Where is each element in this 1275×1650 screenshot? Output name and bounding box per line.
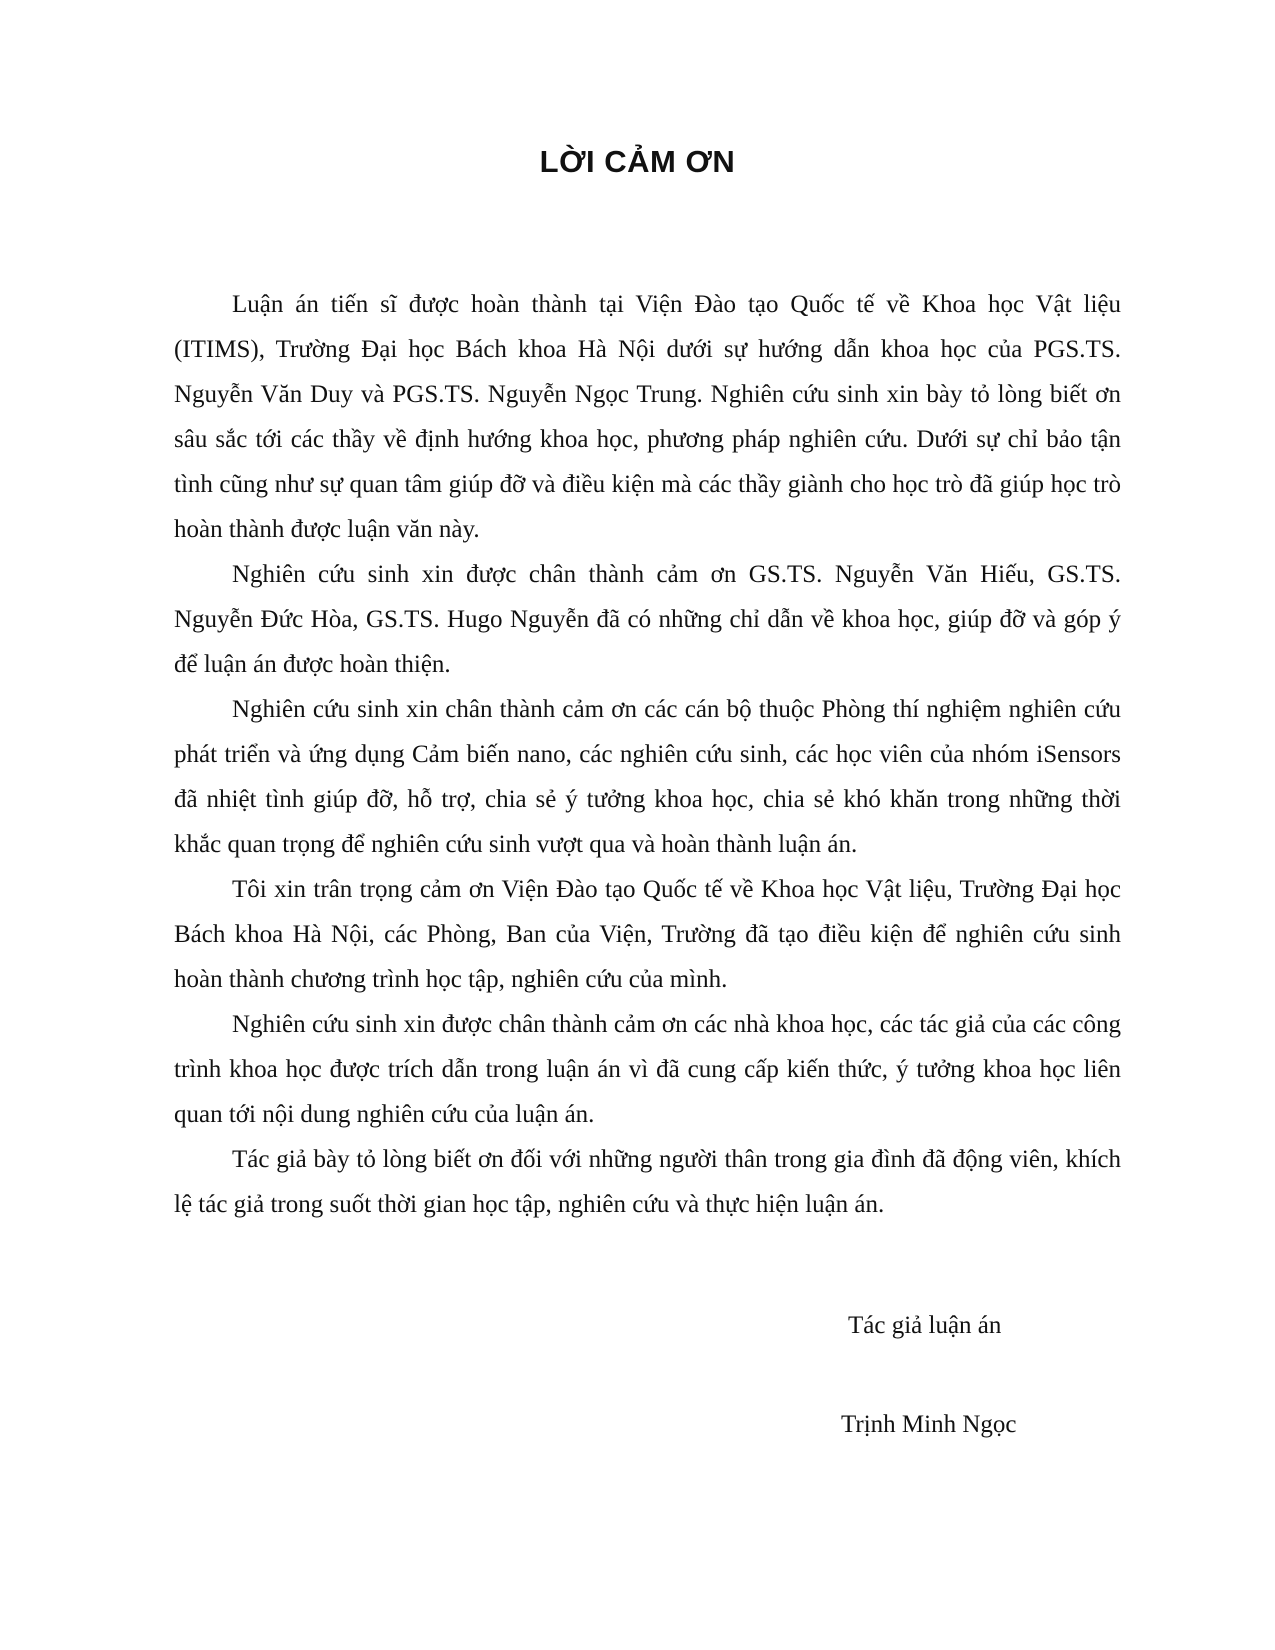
paragraph-4: Tôi xin trân trọng cảm ơn Viện Đào tạo Quốc tế về Khoa học Vật liệu, Trường Đại học Bách khoa Hà Nội, các Phòng, Ban của Viện, Trường đã tạo điều kiện để nghiên cứu sinh hoàn thành chương trình học tập, nghiên cứu của mình. xyxy=(174,876,1121,993)
page-title: LỜI CẢM ƠN xyxy=(539,144,736,179)
paragraph-1: Luận án tiến sĩ được hoàn thành tại Viện Đào tạo Quốc tế về Khoa học Vật liệu (ITIMS), Trường Đại học Bách khoa Hà Nội dưới sự hướng dẫn khoa học của PGS.TS. Nguyễn Văn Duy và PGS.TS. Nguyễn Ngọc Trung. Nghiên cứu sinh xin bày tỏ lòng biết ơn sâu sắc tới các thầy về định hướng khoa học, phương pháp nghiên cứu. Dưới sự chỉ bảo tận tình cũng như sự quan tâm giúp đỡ và điều kiện mà các thầy giành cho học trò đã giúp học trò hoàn thành được luận văn này. xyxy=(174,291,1121,543)
author-name: Trịnh Minh Ngọc xyxy=(841,1411,1017,1438)
paragraph-2: Nghiên cứu sinh xin được chân thành cảm ơn GS.TS. Nguyễn Văn Hiếu, GS.TS. Nguyễn Đức Hòa, GS.TS. Hugo Nguyễn đã có những chỉ dẫn về khoa học, giúp đỡ và góp ý để luận án được hoàn thiện. xyxy=(174,561,1121,678)
acknowledgement-body xyxy=(174,282,1121,1227)
signoff-label: Tác giả luận án xyxy=(848,1312,1002,1339)
paragraph-6: Tác giả bày tỏ lòng biết ơn đối với những người thân trong gia đình đã động viên, khích lệ tác giả trong suốt thời gian học tập, nghiên cứu và thực hiện luận án. xyxy=(174,1146,1121,1218)
paragraph-3: Nghiên cứu sinh xin chân thành cảm ơn các cán bộ thuộc Phòng thí nghiệm nghiên cứu phát triển và ứng dụng Cảm biến nano, các nghiên cứu sinh, các học viên của nhóm iSensors đã nhiệt tình giúp đỡ, hỗ trợ, chia sẻ ý tưởng khoa học, chia sẻ khó khăn trong những thời khắc quan trọng để nghiên cứu sinh vượt qua và hoàn thành luận án. xyxy=(174,696,1121,858)
paragraph-5: Nghiên cứu sinh xin được chân thành cảm ơn các nhà khoa học, các tác giả của các công trình khoa học được trích dẫn trong luận án vì đã cung cấp kiến thức, ý tưởng khoa học liên quan tới nội dung nghiên cứu của luận án. xyxy=(174,1011,1121,1128)
